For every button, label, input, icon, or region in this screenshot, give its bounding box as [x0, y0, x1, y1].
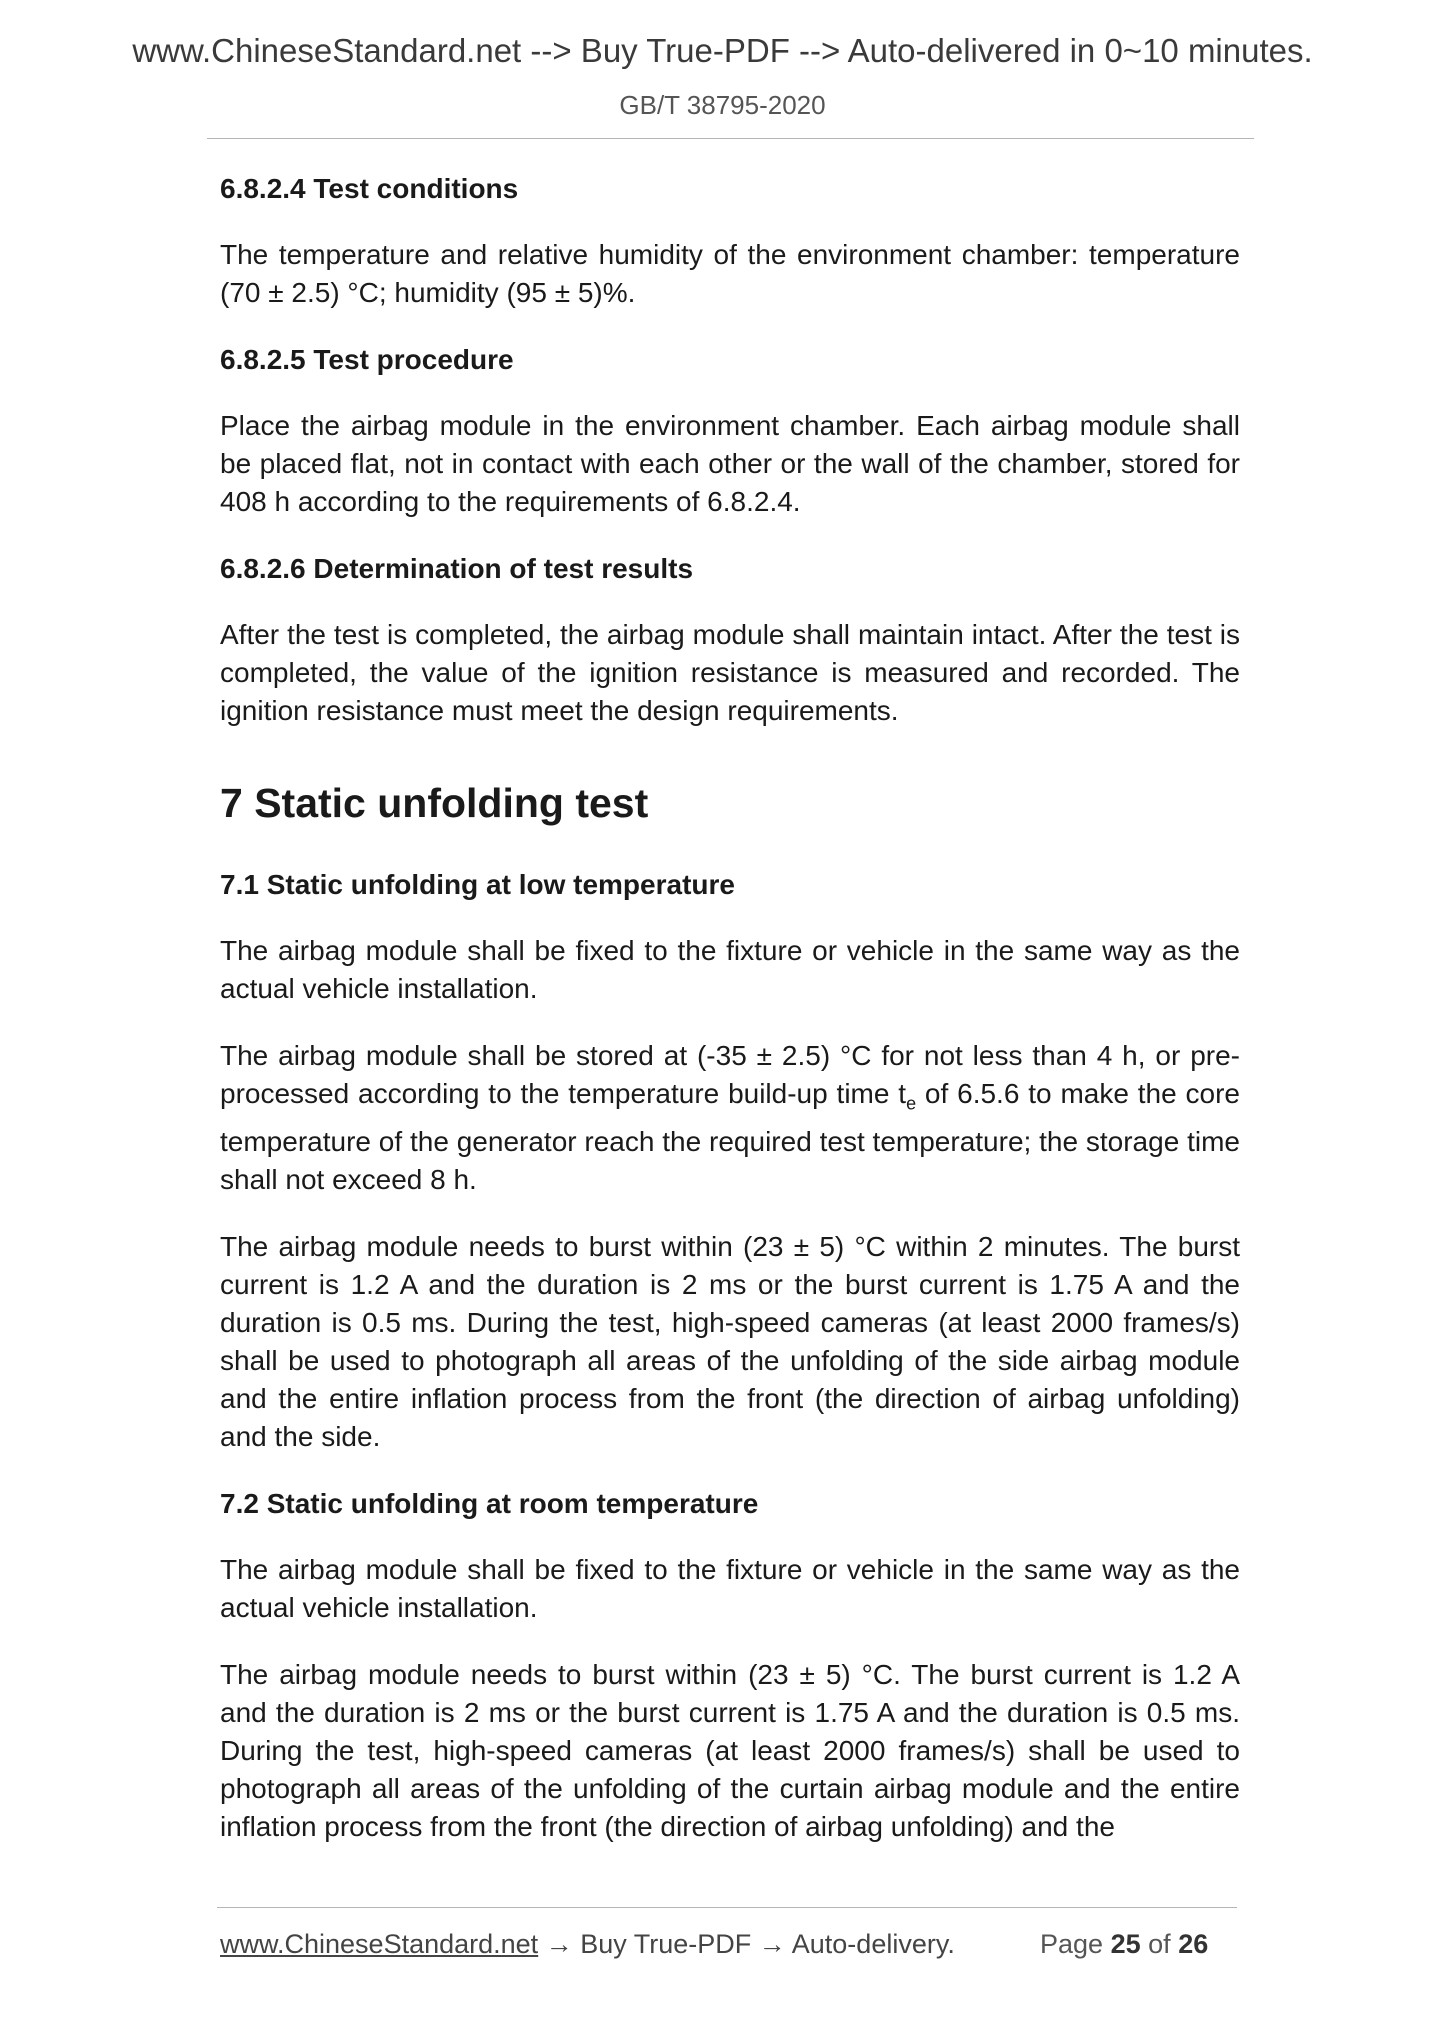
- paragraph-text-part-2: of 6.5.6 to make the core temperature of the generator reach the required test temperature; the storage time shall not exceed 8 h.: [220, 1078, 1240, 1195]
- subscript-e: e: [906, 1093, 917, 1114]
- section-6-8-2-4-heading: 6.8.2.4 Test conditions: [220, 173, 519, 204]
- section-7-heading: 7 Static unfolding test: [220, 780, 649, 826]
- section-6-8-2-6-paragraph: After the test is completed, the airbag module shall maintain intact. After the test is completed, the value of the ignition resistance is measured and recorded. The ignition resistance must meet the design requirements.: [220, 619, 1240, 726]
- section-7-2-paragraph-2: The airbag module needs to burst within (23 ± 5) °C. The burst current is 1.2 A and the duration is 2 ms or the burst current is 1.75 A and the duration is 0.5 ms. During the test, high-speed cameras (at least 2000 frames/s) shall be used to photograph all areas of the unfolding of the curtain airbag module and the entire inflation process from the front (the direction of airbag unfolding) and the: [220, 1658, 1240, 1842]
- document-number: GB/T 38795-2020: [619, 90, 826, 120]
- section-7-1-paragraph-1: The airbag module shall be fixed to the fixture or vehicle in the same way as the actual vehicle installation.: [220, 935, 1240, 1004]
- footer-divider: [217, 1907, 1237, 1908]
- section-7-2-paragraph-1: The airbag module shall be fixed to the fixture or vehicle in the same way as the actual vehicle installation.: [220, 1553, 1240, 1623]
- section-7-1-heading: 7.1 Static unfolding at low temperature: [220, 869, 735, 900]
- page-current: 25: [1110, 1929, 1141, 1959]
- header-banner: www.ChineseStandard.net --> Buy True-PDF --> Auto-delivered in 0~10 minutes.: [132, 32, 1313, 69]
- footer-arrow-icon: →: [751, 1929, 792, 1959]
- section-6-8-2-5-paragraph: Place the airbag module in the environment chamber. Each airbag module shall be placed flat, not in contact with each other or the wall of the chamber, stored for 408 h according to the requirements of 6.8.2.4.: [220, 410, 1240, 517]
- footer-buy-link[interactable]: Buy True-PDF: [580, 1929, 752, 1959]
- section-7-2-heading: 7.2 Static unfolding at room temperature: [220, 1487, 759, 1519]
- page-number: [1040, 1929, 1208, 1960]
- footer-links: [220, 1929, 955, 1960]
- page-content: [220, 170, 1240, 1875]
- page-of: of: [1148, 1929, 1171, 1959]
- section-7-1-paragraph-2: [220, 1037, 1240, 1199]
- footer-site-link[interactable]: www.ChineseStandard.net: [220, 1929, 539, 1959]
- paragraph-text-part-1: The airbag module shall be stored at (-35 ± 2.5) °C for not less than 4 h, or pre-processed according to the temperature build-up time t: [220, 1040, 1240, 1109]
- section-6-8-2-6-heading: 6.8.2.6 Determination of test results: [220, 553, 694, 584]
- page-total: 26: [1178, 1929, 1209, 1959]
- footer-delivery-text: Auto-delivery.: [791, 1929, 955, 1959]
- page-label: Page: [1040, 1929, 1104, 1959]
- section-6-8-2-4-paragraph: The temperature and relative humidity of the environment chamber: temperature (70 ± 2.5) °C; humidity (95 ± 5)%.: [220, 239, 1240, 308]
- footer-arrow-icon: →: [538, 1929, 581, 1959]
- section-7-1-paragraph-3: The airbag module needs to burst within (23 ± 5) °C within 2 minutes. The burst current is 1.2 A and the duration is 2 ms or the burst current is 1.75 A and the duration is 0.5 ms. During the test, high-speed cameras (at least 2000 frames/s) shall be used to photograph all areas of the unfolding of the side airbag module and the entire inflation process from the front (the direction of airbag unfolding) and the side.: [220, 1230, 1240, 1452]
- section-6-8-2-5-heading: 6.8.2.5 Test procedure: [220, 344, 514, 375]
- header-divider: [207, 138, 1254, 139]
